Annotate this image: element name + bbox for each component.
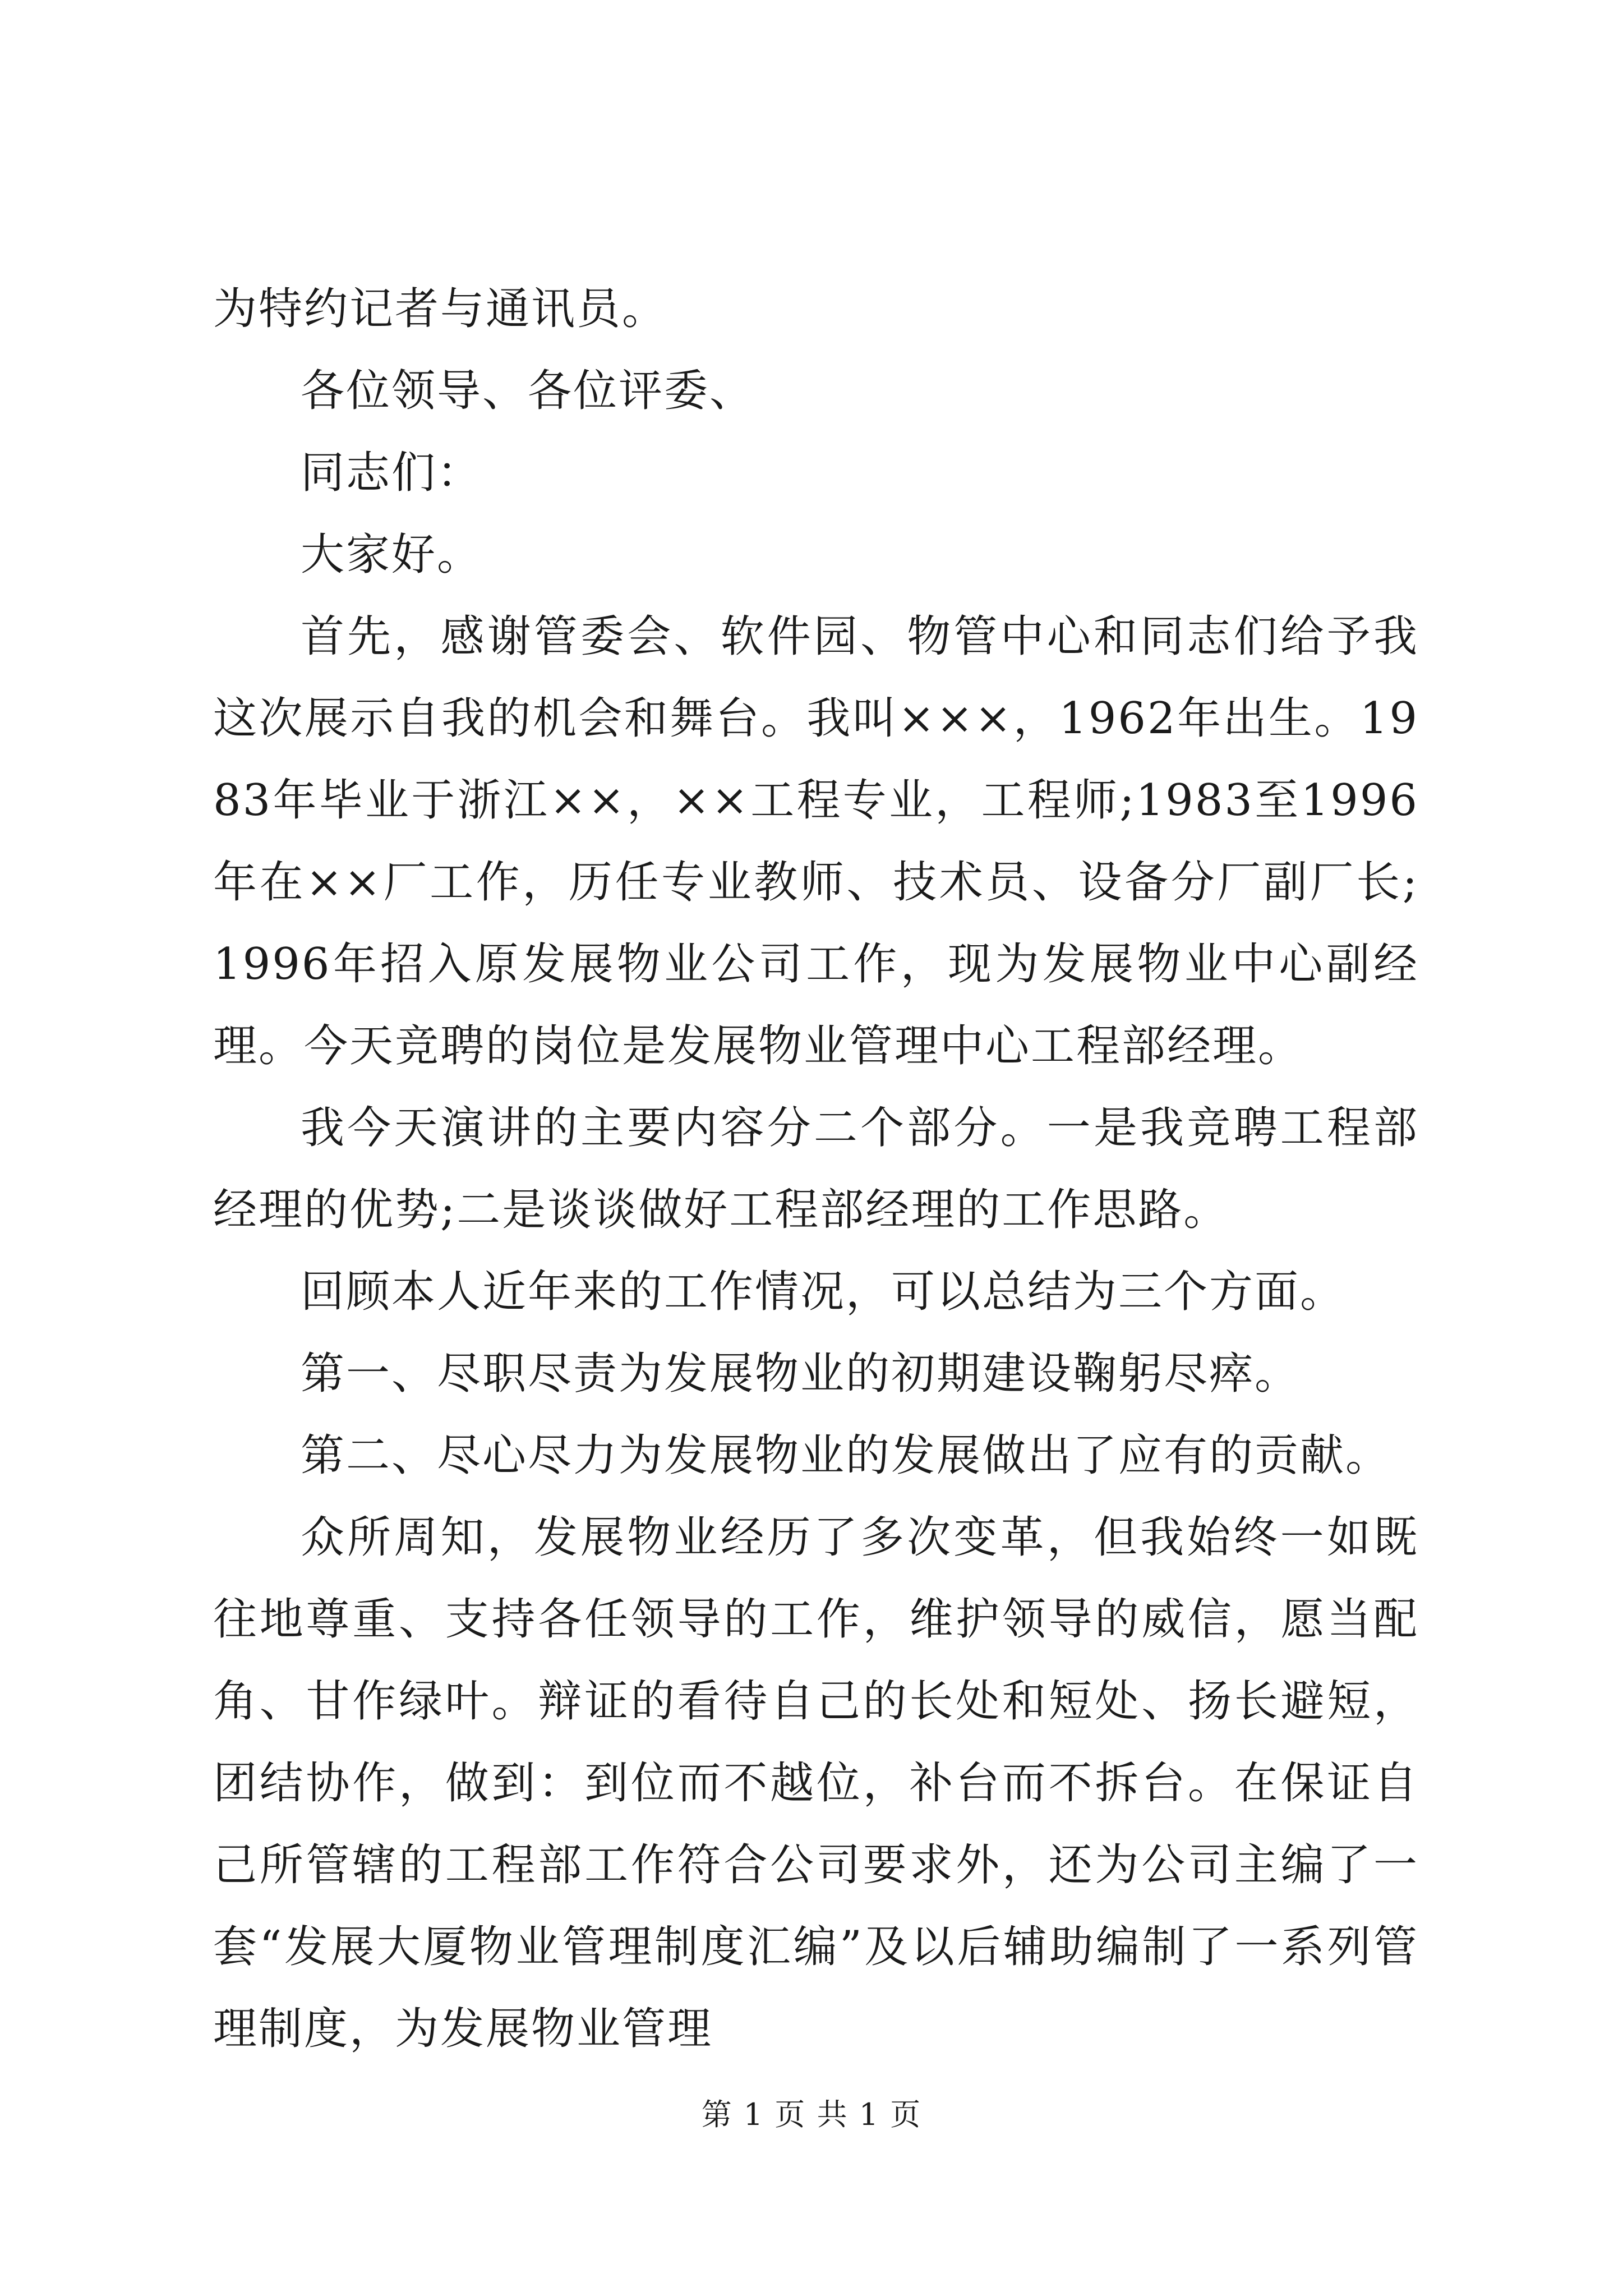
paragraph-4: 大家好。 [301, 530, 483, 580]
paragraph-7: 回顾本人近年来的工作情况，可以总结为三个方面。 [301, 1267, 1346, 1317]
paragraph-10: 众所周知，发展物业经历了多次变革，但我始终一如既往地尊重、支持各任领导的工作，维护领导的威信，愿当配角、甘作绿叶。辩证的看待自己的长处和短处、扬长避短，团结协作，做到：到位而不越位，补台而不拆台。在保证自己所管辖的工程部工作符合公司要求外，还为公司主编了一套“发展大厦物业管理制度汇编”及以后辅助编制了一系列管理制度，为发展物业管理 [213, 1512, 1419, 2054]
paragraph-5: 首先，感谢管委会、软件园、物管中心和同志们给予我这次展示自我的机会和舞台。我叫×××，1962年出生。1983年毕业于浙江××，××工程专业，工程师;1983至1996年在××厂工作，历任专业教师、技术员、设备分厂副厂长;1996年招入原发展物业公司工作，现为发展物业中心副经理。今天竞聘的岗位是发展物业管理中心工程部经理。 [213, 611, 1419, 1071]
paragraph-2: 各位领导、各位评委、 [301, 366, 755, 416]
paragraph-9: 第二、尽心尽力为发展物业的发展做出了应有的贡献。 [301, 1430, 1391, 1481]
paragraph-1: 为特约记者与通讯员。 [213, 284, 668, 334]
paragraph-3: 同志们： [301, 448, 483, 498]
page-footer: 第 1 页 共 1 页 [701, 2097, 922, 2132]
paragraph-8: 第一、尽职尽责为发展物业的初期建设鞠躬尽瘁。 [301, 1349, 1301, 1399]
paragraph-6: 我今天演讲的主要内容分二个部分。一是我竞聘工程部经理的优势;二是谈谈做好工程部经理的工作思路。 [213, 1103, 1419, 1235]
document-body [213, 268, 1419, 2070]
